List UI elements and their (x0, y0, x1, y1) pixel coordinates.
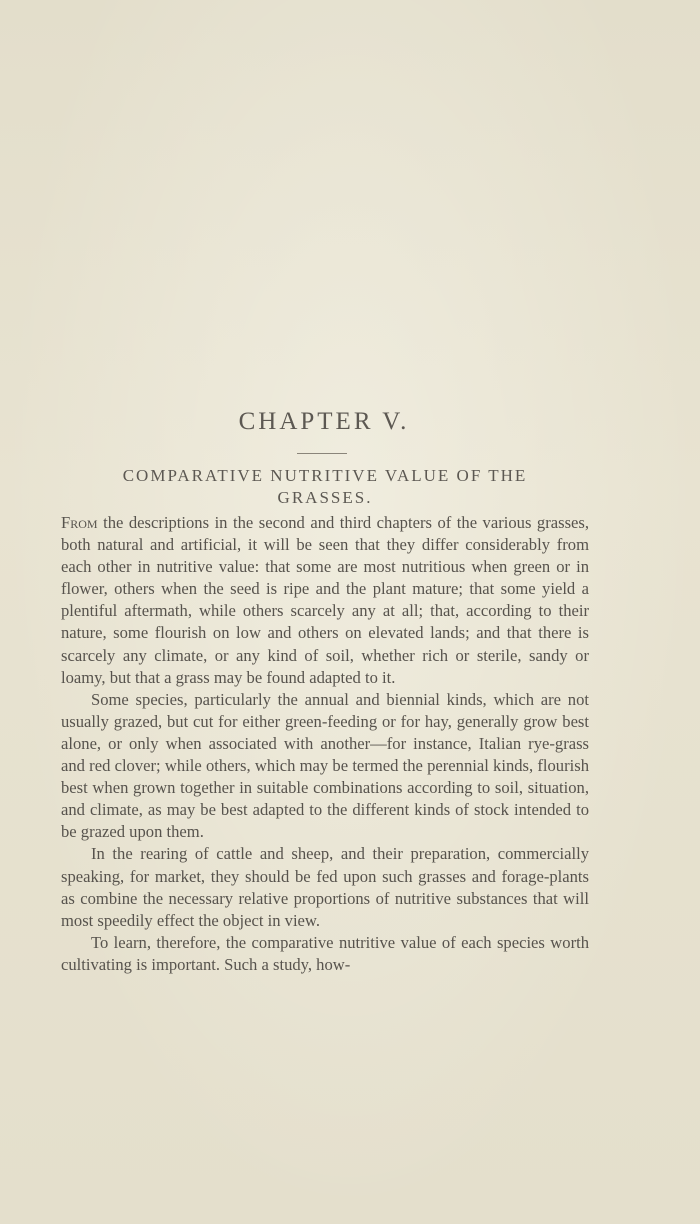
body-text (61, 512, 589, 976)
paragraph-1 (61, 512, 589, 689)
paragraph-2: Some species, particularly the annual and biennial kinds, which are not usually grazed, but cut for either green-feeding or for hay, generally grow best alone, or only when associated with another—for instance, Italian rye-grass and red clover; while others, which may be termed the perennial kinds, flourish best when grown together in suitable combinations according to soil, situation, and climate, as may be best adapted to the different kinds of stock intended to be grazed upon them. (61, 689, 589, 842)
chapter-heading: COMPARATIVE NUTRITIVE VALUE OF THE GRASSES. (122, 466, 528, 507)
title-rule (297, 453, 347, 454)
paragraph-1-text: the descriptions in the second and third chapters of the various grasses, both natural and artificial, it will be seen that they differ considerably from each other in nutritive value: that some are most nutritious when green or in flower, others when the seed is ripe and the plant mature; that some yield a plentiful aftermath, while others scarcely any at all; that, according to their nature, some flourish on low and others on elevated lands; and that there is scarcely any climate, or any kind of soil, whether rich or sterile, sandy or loamy, but that a grass may be found adapted to it. (61, 513, 589, 687)
paragraph-3: In the rearing of cattle and sheep, and their preparation, commercially speaking, for market, they should be fed upon such grasses and forage-plants as combine the necessary relative proportions of nutritive substances that will most speedily effect the object in view. (61, 844, 589, 930)
paragraph-4: To learn, therefore, the comparative nutritive value of each species worth cultivating is important. Such a study, how- (61, 932, 589, 974)
paragraph-lead-word: From (61, 513, 98, 532)
chapter-title: CHAPTER V. (238, 408, 410, 435)
